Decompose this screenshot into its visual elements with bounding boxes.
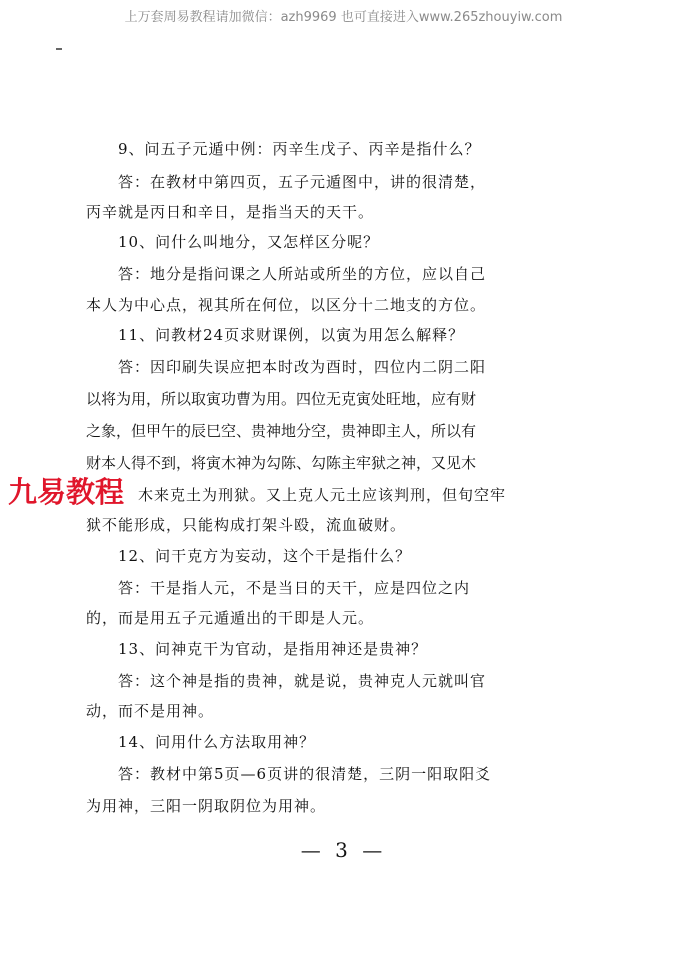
text-line: 丙辛就是丙日和辛日，是指当天的天干。 [86,203,375,221]
text-line: 狱不能形成，只能构成打架斗殴，流血破财。 [86,516,407,534]
text-line: 财本人得不到，将寅木神为勾陈、勾陈主牢狱之神，又见木 [86,454,477,472]
answer-line: 答：这个神是指的贵神，就是说，贵神克人元就叫官 [118,672,487,690]
question-line: 12、问干克方为妄动，这个干是指什么？ [118,547,412,565]
text-line: 的，而是用五子元遁遁出的干即是人元。 [86,609,375,627]
page-header-ad-text: 上万套周易教程请加微信：azh9969 也可直接进入www.265zhouyiw.com [124,10,563,25]
text-line: 动，而不是用神。 [86,702,215,720]
answer-line: 答：干是指人元，不是当日的天干，应是四位之内 [118,579,471,597]
text-line: 为用神，三阳一阴取阴位为用神。 [86,797,327,815]
question-line: 9、问五子元遁中例：丙辛生戊子、丙辛是指什么？ [118,140,481,158]
watermark-logo-text: 九易教程 [8,475,125,509]
text-line: 木来克土为刑狱。又上克人元土应该判刑，但旬空牢 [138,486,507,504]
question-line: 11、问教材24页求财课例，以寅为用怎么解释？ [118,326,465,344]
text-line: 之象，但甲午的辰巳空、贵神地分空，贵神即主人，所以有 [86,422,477,440]
question-line: 13、问神克干为官动，是指用神还是贵神？ [118,640,428,658]
answer-line: 答：因印刷失误应把本时改为酉时，四位内二阴二阳 [118,358,487,376]
answer-line: 答：地分是指问课之人所站或所坐的方位，应以自己 [118,265,487,283]
question-line: 10、问什么叫地分，又怎样区分呢？ [118,233,380,251]
answer-line: 答：在教材中第四页，五子元遁图中，讲的很清楚， [118,173,487,191]
page-number: — 3 — [300,838,387,862]
question-line: 14、问用什么方法取用神？ [118,733,316,751]
scan-mark [56,48,62,50]
text-line: 本人为中心点，视其所在何位，以区分十二地支的方位。 [86,296,487,314]
text-line: 以将为用，所以取寅功曹为用。四位无克寅处旺地，应有财 [86,390,477,408]
answer-line: 答：教材中第5页—6页讲的很清楚，三阴一阳取阳爻 [118,765,492,783]
